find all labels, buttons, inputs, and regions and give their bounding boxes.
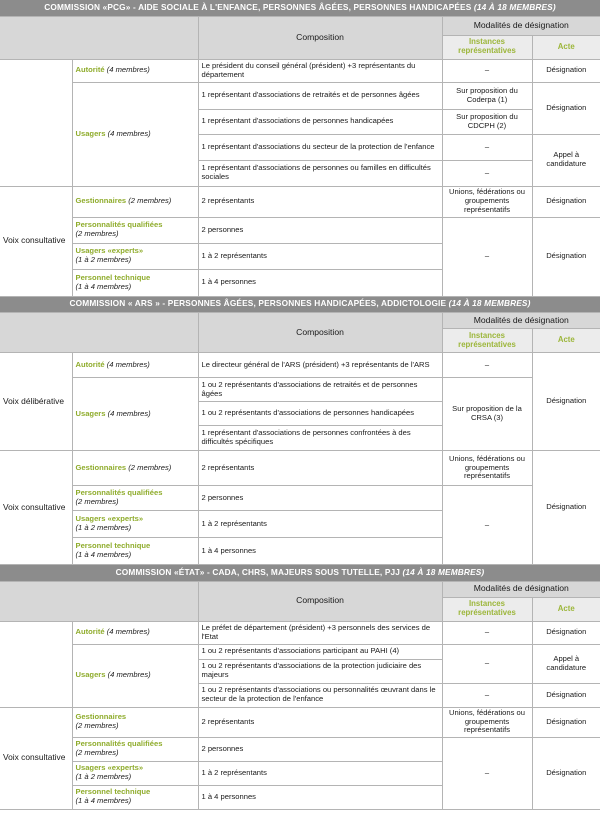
gestionnaires-inst: Unions, fédérations ou groupements représentatifs [442,707,532,737]
personnalites-label: Personnalités qualifiées (2 membres) [72,217,198,243]
modalites-header: Modalités de désignation [442,581,600,597]
acte-top: Désignation [532,353,600,451]
usagers-row-desc: 1 ou 2 représentants d'associations de retraités et de personnes âgées [198,378,442,402]
experts-desc: 1 à 2 représentants [198,761,442,785]
personnalites-label: Personnalités qualifiées (2 membres) [72,486,198,511]
usagers-acte-bottom: Appel à candidature [532,134,600,186]
autorite-acte: Désignation [532,621,600,644]
usagers-acte-top: Désignation [532,82,600,134]
usagers-row-desc: 1 représentant d'associations du secteur de la protection de l'enfance [198,134,442,160]
usagers-row-inst: – [442,160,532,186]
usagers-row-inst: – [442,134,532,160]
usagers-row-desc: 1 ou 2 représentants d'associations de personnes handicapées [198,402,442,426]
voix-deliberative-label: Voix délibérative [0,353,72,451]
autorite-inst: – [442,353,532,378]
usagers-row-inst: Sur proposition du CDCPH (2) [442,109,532,134]
title-extra: (14 À 18 MEMBRES) [402,566,485,577]
autorite-label: Autorité (4 membres) [72,353,198,378]
title-text: COMMISSION « ARS » - PERSONNES ÂGÉES, PERSONNES HANDICAPÉES, ADDICTOLOGIE [69,298,447,309]
acte-header: Acte [532,597,600,621]
header-empty [0,313,198,353]
technique-desc: 1 à 4 personnes [198,785,442,809]
technique-desc: 1 à 4 personnes [198,269,442,296]
voix-consultative-label: Voix consultative [0,451,72,565]
experts-desc: 1 à 2 représentants [198,243,442,269]
autorite-desc: Le directeur général de l'ARS (président) +3 représentants de l'ARS [198,353,442,378]
commission-pcg-title [0,0,600,16]
title-text: COMMISSION «ÉTAT» - CADA, CHRS, MAJEURS SOUS TUTELLE, PJJ [115,566,401,577]
title-text: COMMISSION «PCG» - AIDE SOCIALE À L'ENFANCE, PERSONNES ÂGÉES, PERSONNES HANDICAPÉES [44,1,472,12]
title-extra: (14 À 18 MEMBRES) [448,298,531,309]
personnalites-desc: 2 personnes [198,486,442,511]
instances-header: Instances représentatives [442,35,532,59]
personnalites-label: Personnalités qualifiées (2 membres) [72,737,198,761]
usagers-row-desc: 1 représentant d'associations de personnes handicapées [198,109,442,134]
commission-pcg-table [0,0,600,297]
personnalites-desc: 2 personnes [198,737,442,761]
technique-label: Personnel technique (1 à 4 membres) [72,269,198,296]
voix-label-empty [0,621,72,707]
gestionnaires-desc: 2 représentants [198,451,442,486]
commission-etat-title [0,565,600,581]
header-empty [0,581,198,621]
technique-desc: 1 à 4 personnes [198,538,442,565]
usagers-row-desc: 1 ou 2 représentants d'associations ou personnalités œuvrant dans le secteur de la protection de l'enfance [198,683,442,707]
composition-header: Composition [198,313,442,353]
autorite-inst: – [442,59,532,82]
usagers-inst-top: – [442,644,532,683]
usagers-label: Usagers (4 membres) [72,378,198,451]
acte-header: Acte [532,35,600,59]
commission-ars-table [0,297,600,566]
experts-desc: 1 à 2 représentants [198,511,442,538]
gestionnaires-acte: Désignation [532,186,600,217]
voix-consultative-label: Voix consultative [0,186,72,296]
personnalites-desc: 2 personnes [198,217,442,243]
title-extra: (14 À 18 MEMBRES) [473,1,556,12]
technique-label: Personnel technique (1 à 4 membres) [72,538,198,565]
bottom-acte: Désignation [532,217,600,296]
commission-ars-title [0,297,600,313]
experts-label: Usagers «experts» (1 à 2 membres) [72,243,198,269]
gestionnaires-label: Gestionnaires (2 membres) [72,186,198,217]
instances-header: Instances représentatives [442,597,532,621]
commission-etat-table [0,565,600,810]
usagers-row-desc: 1 ou 2 représentants d'associations participant au PAHI (4) [198,644,442,659]
gestionnaires-inst: Unions, fédérations ou groupements représentatifs [442,451,532,486]
technique-label: Personnel technique (1 à 4 membres) [72,785,198,809]
acte-header: Acte [532,329,600,353]
usagers-row-desc: 1 représentant d'associations de retraités et de personnes âgées [198,82,442,109]
gestionnaires-label: Gestionnaires (2 membres) [72,707,198,737]
bottom-inst: – [442,737,532,809]
gestionnaires-label: Gestionnaires (2 membres) [72,451,198,486]
usagers-row-desc: 1 ou 2 représentants d'associations de la protection judiciaire des majeurs [198,659,442,683]
usagers-inst-bottom: – [442,683,532,707]
gestionnaires-acte: Désignation [532,707,600,737]
instances-header: Instances représentatives [442,329,532,353]
autorite-acte: Désignation [532,59,600,82]
usagers-acte-top: Appel à candidature [532,644,600,683]
modalites-header: Modalités de désignation [442,16,600,35]
autorite-desc: Le président du conseil général (président) +3 représentants du département [198,59,442,82]
bottom-inst: – [442,486,532,565]
experts-label: Usagers «experts» (1 à 2 membres) [72,511,198,538]
voix-label-empty [0,59,72,186]
voix-consultative-label: Voix consultative [0,707,72,809]
bottom-acte: Désignation [532,737,600,809]
autorite-inst: – [442,621,532,644]
gestionnaires-desc: 2 représentants [198,707,442,737]
experts-label: Usagers «experts» (1 à 2 membres) [72,761,198,785]
usagers-row-desc: 1 représentant d'associations de personnes confrontées à des difficultés spécifiques [198,426,442,451]
usagers-inst: Sur proposition de la CRSA (3) [442,378,532,451]
autorite-desc: Le préfet de département (président) +3 personnels des services de l'Etat [198,621,442,644]
usagers-label: Usagers (4 membres) [72,644,198,707]
usagers-row-desc: 1 représentant d'associations de personnes ou familles en difficultés sociales [198,160,442,186]
gestionnaires-desc: 2 représentants [198,186,442,217]
bottom-acte: Désignation [532,451,600,565]
composition-header: Composition [198,16,442,59]
bottom-inst: – [442,217,532,296]
modalites-header: Modalités de désignation [442,313,600,329]
usagers-acte-bottom: Désignation [532,683,600,707]
header-empty [0,16,198,59]
composition-header: Composition [198,581,442,621]
usagers-row-inst: Sur proposition du Coderpa (1) [442,82,532,109]
autorite-label: Autorité (4 membres) [72,621,198,644]
gestionnaires-inst: Unions, fédérations ou groupements représentatifs [442,186,532,217]
autorite-label: Autorité (4 membres) [72,59,198,82]
usagers-label: Usagers (4 membres) [72,82,198,186]
